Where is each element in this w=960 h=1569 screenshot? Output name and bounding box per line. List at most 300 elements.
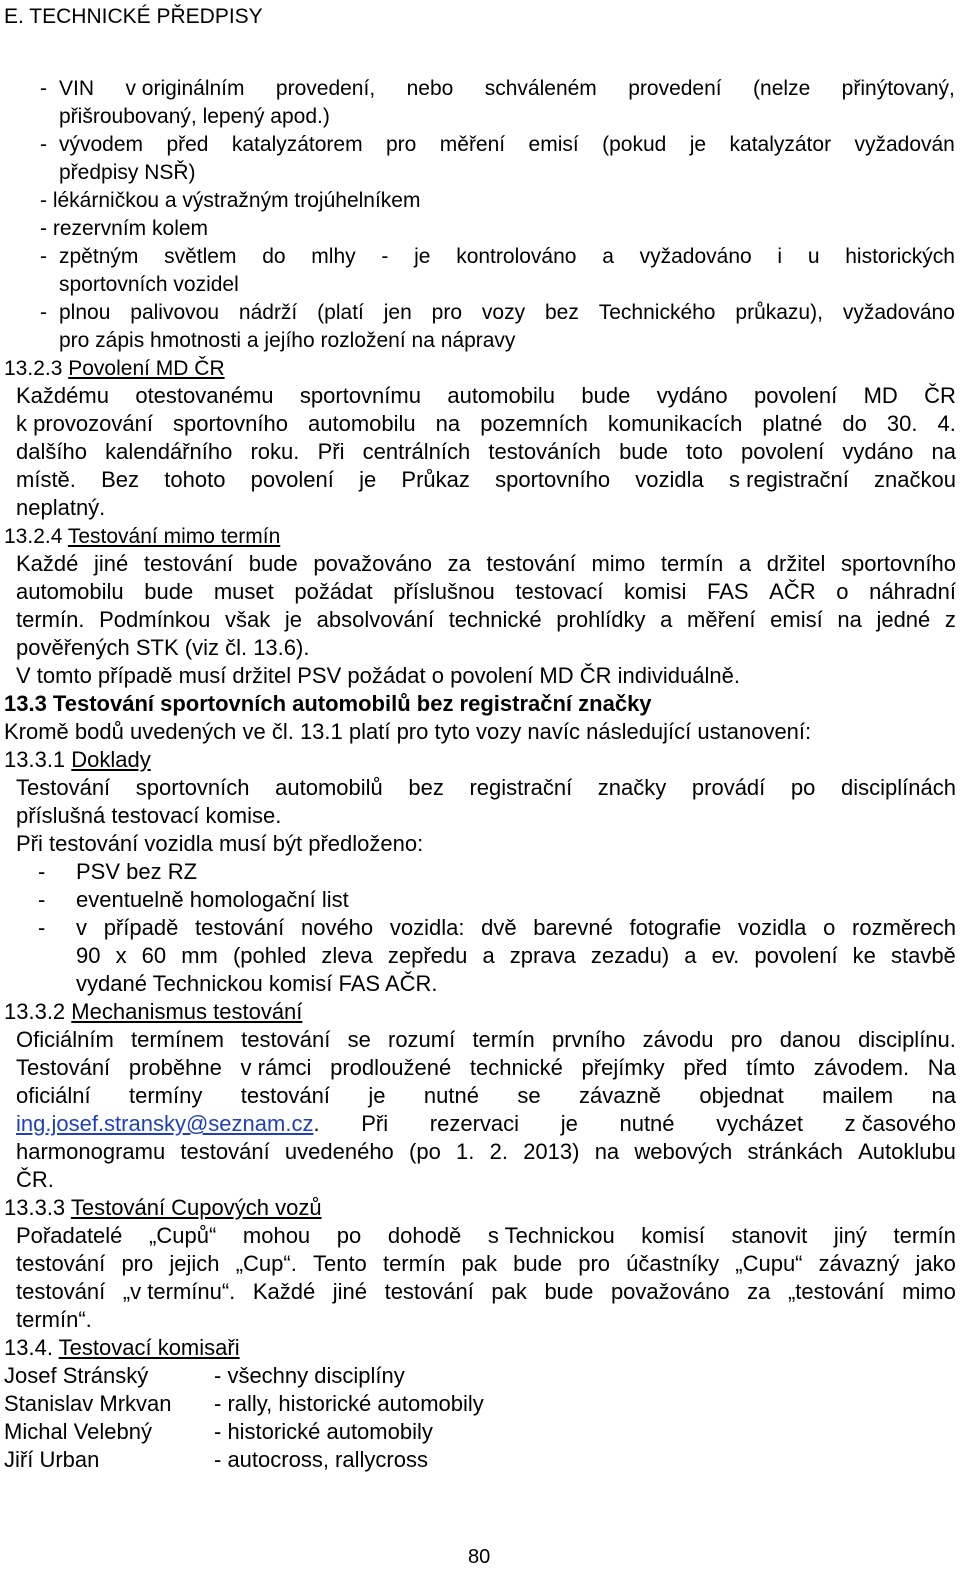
word: kalendářního xyxy=(105,439,233,464)
text-line xyxy=(16,1057,956,1079)
word: harmonogramu xyxy=(16,1139,166,1164)
word: vyžadován xyxy=(854,133,955,156)
word: uvedeného xyxy=(284,1139,394,1164)
word: na xyxy=(931,1083,956,1108)
word: termínem xyxy=(130,1027,224,1052)
word: je xyxy=(560,1111,578,1136)
word: schváleném xyxy=(484,77,597,100)
word: pro xyxy=(121,1251,154,1276)
word: vozidla xyxy=(635,467,704,492)
word: místě. xyxy=(16,467,76,492)
text-line xyxy=(16,777,956,799)
word: před xyxy=(683,1055,728,1080)
word: „v termínu“. xyxy=(122,1279,236,1304)
word: po xyxy=(336,1223,362,1248)
word: měření xyxy=(439,133,506,156)
word: mm xyxy=(181,943,218,968)
word: FAS xyxy=(706,579,749,604)
word: (pokud xyxy=(602,133,667,156)
word: bude xyxy=(144,579,194,604)
word: sportovních xyxy=(135,775,250,800)
word: automobilu xyxy=(16,579,124,604)
word: vyžadováno xyxy=(842,301,955,324)
word: termín xyxy=(472,1027,535,1052)
word: x xyxy=(115,943,127,968)
word: Technického xyxy=(598,301,716,324)
word: se xyxy=(517,1083,541,1108)
word: se xyxy=(347,1027,371,1052)
list-dash: - xyxy=(40,301,47,324)
section-heading xyxy=(4,358,225,379)
text-line: V tomto případě musí držitel PSV požádat o povolení MD ČR individuálně. xyxy=(16,663,740,688)
commissioner-name: Michal Velebný xyxy=(4,1419,152,1444)
list-dash: - xyxy=(40,245,47,268)
word: plnou xyxy=(59,301,111,324)
word: testování xyxy=(143,551,234,576)
word: jen xyxy=(383,301,412,324)
word: povolení xyxy=(250,467,334,492)
word: však xyxy=(225,607,271,632)
section-number: 13.4. xyxy=(4,1335,53,1360)
word: proběhne xyxy=(128,1055,222,1080)
section-title: Testování mimo termín xyxy=(67,525,281,548)
word: ke xyxy=(852,943,876,968)
text-line xyxy=(59,246,955,267)
word: toto xyxy=(686,439,723,464)
word: příslušnou xyxy=(393,579,495,604)
list-item: - lékárničkou a výstražným trojúhelníkem xyxy=(40,189,421,212)
word: vozy xyxy=(481,301,526,324)
word: automobilů xyxy=(275,775,383,800)
word: závazně xyxy=(579,1083,661,1108)
word: vývodem xyxy=(59,133,144,156)
word: 4. xyxy=(937,411,956,436)
word: a xyxy=(684,943,697,968)
list-dash: - xyxy=(40,133,47,156)
word: jedné xyxy=(876,607,931,632)
word: dalšího xyxy=(16,439,87,464)
text-line xyxy=(16,1029,956,1051)
list-item: PSV bez RZ xyxy=(76,859,198,884)
word: po xyxy=(790,775,816,800)
word: držitel xyxy=(766,551,826,576)
word: VIN xyxy=(59,77,95,100)
commissioner-name: Stanislav Mrkvan xyxy=(4,1391,172,1416)
word: katalyzátorem xyxy=(231,133,363,156)
word: muset xyxy=(213,579,274,604)
word: pozemních xyxy=(480,411,588,436)
section-number: 13.3.1 xyxy=(4,747,66,772)
word: jiné xyxy=(332,1279,368,1304)
word: termín. xyxy=(16,607,85,632)
word: pak xyxy=(461,1251,497,1276)
word: stránkách xyxy=(747,1139,843,1164)
word: oficiální xyxy=(16,1083,91,1108)
section-heading xyxy=(4,1197,322,1219)
word: „Cup“. xyxy=(235,1251,297,1276)
text-line: ČR. xyxy=(16,1167,54,1192)
word: stavbě xyxy=(890,943,956,968)
word: závazný xyxy=(818,1251,900,1276)
word: povolení xyxy=(754,943,838,968)
text-line xyxy=(16,1225,956,1247)
word: otestovanému xyxy=(135,383,274,408)
section-number: 13.2.4 xyxy=(4,525,63,548)
word: do xyxy=(842,411,867,436)
word: rezervaci xyxy=(429,1111,520,1136)
word: fotografie xyxy=(629,915,722,940)
word: je xyxy=(689,133,707,156)
word: k provozování xyxy=(16,411,153,436)
word: katalyzátor xyxy=(729,133,832,156)
word: 2. xyxy=(489,1139,508,1164)
word: sportovního xyxy=(841,551,956,576)
word: Tento xyxy=(312,1251,367,1276)
text-line xyxy=(16,1113,956,1135)
word: provedení, xyxy=(275,77,376,100)
commissioner-name: Josef Stránský xyxy=(4,1363,149,1388)
word: sportovního xyxy=(173,411,288,436)
word: závodem. xyxy=(813,1055,910,1080)
word: náhradní xyxy=(869,579,956,604)
text-line xyxy=(16,1281,956,1303)
word: v originálním xyxy=(125,77,245,100)
word: testování xyxy=(486,551,576,576)
list-dash: - xyxy=(38,887,46,912)
word: provedení xyxy=(628,77,722,100)
word: pak xyxy=(491,1279,527,1304)
word: 1. xyxy=(456,1139,475,1164)
word: světlem xyxy=(164,245,237,268)
text-line xyxy=(16,1085,956,1107)
word: bude xyxy=(581,383,631,408)
text-line xyxy=(59,302,955,323)
word: 90 xyxy=(76,943,101,968)
word: o xyxy=(836,579,849,604)
word: prvního xyxy=(551,1027,626,1052)
word: bude xyxy=(248,551,298,576)
word: „Cupu“ xyxy=(735,1251,803,1276)
email-link[interactable]: ing.josef.stransky@seznam.cz xyxy=(16,1111,314,1136)
word: disciplínách xyxy=(840,775,956,800)
text-line: Při testování vozidla musí být předloženo: xyxy=(16,831,424,856)
word: Podmínkou xyxy=(99,607,211,632)
word: Při xyxy=(317,439,345,464)
word: značky xyxy=(597,775,667,800)
word: bude xyxy=(544,1279,594,1304)
word: (nelze xyxy=(753,77,811,100)
word: nového xyxy=(300,915,374,940)
word: o xyxy=(823,915,836,940)
section-title: Testování Cupových vozů xyxy=(70,1195,322,1220)
word: automobilu xyxy=(308,411,416,436)
word: mohou xyxy=(242,1223,311,1248)
text-line xyxy=(59,134,955,155)
word: zleva xyxy=(321,943,373,968)
list-item: - rezervním kolem xyxy=(40,217,209,240)
text-line: příslušná testovací komise. xyxy=(16,803,282,828)
section-title: Doklady xyxy=(71,747,151,772)
word: ev. xyxy=(711,943,740,968)
word: technické xyxy=(448,607,542,632)
section-title: Testovací komisaři xyxy=(58,1335,240,1360)
page-number: 80 xyxy=(468,1546,491,1568)
commissioner-role: - rally, historické automobily xyxy=(214,1391,484,1416)
word: případě xyxy=(103,915,179,940)
word: pro xyxy=(386,133,417,156)
word: přinýtovaný, xyxy=(841,77,955,100)
word: danou xyxy=(779,1027,841,1052)
word: v xyxy=(76,915,87,940)
word: automobilu xyxy=(447,383,555,408)
word: nutné xyxy=(423,1083,479,1108)
word: značkou xyxy=(874,467,956,492)
word: zprava xyxy=(509,943,576,968)
word: centrálních xyxy=(362,439,471,464)
word: s registrační xyxy=(729,467,849,492)
word: ČR xyxy=(924,383,956,408)
word: absolvování xyxy=(316,607,435,632)
word: termíny xyxy=(128,1083,203,1108)
word: na xyxy=(931,439,956,464)
word: je xyxy=(368,1083,386,1108)
word: s Technickou xyxy=(487,1223,615,1248)
word: vozidla: xyxy=(389,915,465,940)
commissioner-role: - historické automobily xyxy=(214,1419,433,1444)
word: nutné xyxy=(619,1111,675,1136)
word: testování xyxy=(384,1279,474,1304)
word: na xyxy=(837,607,862,632)
word: stanovit xyxy=(731,1223,808,1248)
word: povolení xyxy=(754,383,838,408)
word: termín xyxy=(893,1223,956,1248)
text-line: předpisy NSŘ) xyxy=(59,161,196,184)
word: dohodě xyxy=(387,1223,462,1248)
text-line xyxy=(16,581,956,603)
word: zepředu xyxy=(387,943,468,968)
word: testování xyxy=(240,1083,331,1108)
word: prodloužené xyxy=(330,1055,452,1080)
word: testování xyxy=(16,1251,106,1276)
section-heading-bold: 13.3 Testování sportovních automobilů bez registrační značky xyxy=(4,691,652,716)
word: povolení xyxy=(741,439,825,464)
word: komisi xyxy=(624,579,687,604)
word: z xyxy=(944,607,956,632)
word: kontrolováno xyxy=(456,245,577,268)
list-dash: - xyxy=(40,77,47,100)
word: 2013) xyxy=(523,1139,580,1164)
word: bude xyxy=(619,439,669,464)
section-heading xyxy=(4,1001,302,1023)
word: emisí xyxy=(770,607,823,632)
word: termín xyxy=(382,1251,446,1276)
word: požádat xyxy=(294,579,373,604)
word: - xyxy=(381,245,389,268)
word: zpětným xyxy=(59,245,139,268)
word: jiný xyxy=(833,1223,867,1248)
text-line xyxy=(76,945,956,967)
word: prohlídky xyxy=(556,607,646,632)
word: i xyxy=(777,245,783,268)
word: na xyxy=(435,411,461,436)
word: jiné xyxy=(94,551,129,576)
commissioner-name: Jiří Urban xyxy=(4,1447,100,1472)
commissioner-role: - všechny disciplíny xyxy=(214,1363,405,1388)
word: sportovnímu xyxy=(299,383,421,408)
word: pro xyxy=(578,1251,611,1276)
section-heading xyxy=(4,749,151,771)
word: barevné xyxy=(533,915,613,940)
word: Autoklubu xyxy=(858,1139,956,1164)
word: testováních xyxy=(488,439,601,464)
word: je xyxy=(359,467,377,492)
word: mimo xyxy=(591,551,646,576)
section-number: 13.2.3 xyxy=(4,357,63,380)
word: je xyxy=(414,245,431,268)
word: bez xyxy=(408,775,444,800)
word: provádí xyxy=(691,775,766,800)
section-title: Mechanismus testování xyxy=(71,999,303,1024)
word: vydáno xyxy=(842,439,914,464)
word: testování xyxy=(180,1139,270,1164)
word: je xyxy=(284,607,303,632)
word: sportovního xyxy=(495,467,611,492)
word: považováno xyxy=(313,551,433,576)
word: rozměrech xyxy=(852,915,956,940)
word: nebo xyxy=(406,77,454,100)
word: a xyxy=(738,551,752,576)
list-item: eventuelně homologační list xyxy=(76,887,349,912)
word: měření xyxy=(687,607,756,632)
text-line xyxy=(16,553,956,575)
word: Průkaz xyxy=(401,467,470,492)
section-number: 13.3.3 xyxy=(4,1195,66,1220)
word: průkazu), xyxy=(735,301,823,324)
text-line: přišroubovaný, lepený apod.) xyxy=(59,105,330,128)
word: účastníky xyxy=(626,1251,720,1276)
word: před xyxy=(166,133,209,156)
word: v rámci xyxy=(240,1055,312,1080)
word: Každé xyxy=(252,1279,316,1304)
word: bez xyxy=(545,301,579,324)
word: za xyxy=(747,1279,771,1304)
word: vyžadováno xyxy=(639,245,752,268)
word: jako xyxy=(915,1251,956,1276)
word: technické xyxy=(469,1055,563,1080)
word: Na xyxy=(927,1055,956,1080)
word: mimo xyxy=(902,1279,956,1304)
list-dash: - xyxy=(38,859,46,884)
word: pro xyxy=(730,1027,763,1052)
word: AČR xyxy=(769,579,816,604)
word: (po xyxy=(409,1139,441,1164)
word: „Cupů“ xyxy=(149,1223,217,1248)
word: vycházet xyxy=(716,1111,804,1136)
word: Každé xyxy=(16,551,79,576)
text-line: Kromě bodů uvedených ve čl. 13.1 platí pro tyto vozy navíc následující ustanovení: xyxy=(4,719,812,744)
text-line xyxy=(16,441,956,463)
word: Oficiálním xyxy=(16,1027,114,1052)
word: disciplínu. xyxy=(858,1027,956,1052)
word: 60 xyxy=(141,943,167,968)
text-line: termín“. xyxy=(16,1307,92,1332)
word: za xyxy=(447,551,471,576)
text-line xyxy=(76,917,956,939)
word: registrační xyxy=(469,775,573,800)
word: zezadu) xyxy=(590,943,670,968)
word: dvě xyxy=(481,915,517,940)
word: roku. xyxy=(250,439,300,464)
word: rozumí xyxy=(388,1027,456,1052)
word: a xyxy=(660,607,673,632)
word: do xyxy=(262,245,286,268)
word: emisí xyxy=(528,133,579,156)
list-dash: - xyxy=(38,915,46,940)
text-line: sportovních vozidel xyxy=(59,273,239,296)
word: a xyxy=(602,245,614,268)
word: testování xyxy=(241,1027,331,1052)
word: z časového xyxy=(844,1111,956,1136)
text-line xyxy=(16,385,956,407)
word: a xyxy=(482,943,495,968)
word: komunikacích xyxy=(607,411,743,436)
section-title: Povolení MD ČR xyxy=(68,357,225,380)
word: webových xyxy=(634,1139,733,1164)
word: Testování xyxy=(16,775,111,800)
text-line: neplatný. xyxy=(16,495,106,520)
word: závodu xyxy=(642,1027,714,1052)
section-heading xyxy=(4,1337,240,1359)
word: Pořadatelé xyxy=(16,1223,123,1248)
word: vozidla xyxy=(737,915,807,940)
word: u xyxy=(807,245,820,268)
word: jejich xyxy=(169,1251,220,1276)
text-line xyxy=(16,609,956,631)
word: palivovou xyxy=(130,301,220,324)
word: nádrží xyxy=(238,301,298,324)
word: pro xyxy=(431,301,463,324)
section-heading xyxy=(4,526,280,547)
word: tímto xyxy=(746,1055,795,1080)
word: vydáno xyxy=(656,383,728,408)
word: platné xyxy=(762,411,823,436)
word: . xyxy=(313,1111,320,1136)
text-line xyxy=(16,413,956,435)
text-line: pro zápis hmotnosti a jejího rozložení na nápravy xyxy=(59,329,516,352)
word: mailem xyxy=(822,1083,894,1108)
commissioner-role: - autocross, rallycross xyxy=(214,1447,428,1472)
text-line xyxy=(16,1141,956,1163)
word: Testování xyxy=(16,1055,111,1080)
word: považováno xyxy=(610,1279,730,1304)
word: 30. xyxy=(886,411,918,436)
word: „testování xyxy=(787,1279,885,1304)
word: tohoto xyxy=(164,467,226,492)
text-line xyxy=(16,469,956,491)
word: historických xyxy=(845,245,955,268)
word: Každému xyxy=(16,383,109,408)
word: testování xyxy=(16,1279,106,1304)
word: přejímky xyxy=(581,1055,665,1080)
word: termín xyxy=(660,551,724,576)
word: testovací xyxy=(515,579,604,604)
text-line: pověřených STK (viz čl. 13.6). xyxy=(16,635,310,660)
word: bude xyxy=(513,1251,563,1276)
word: mlhy xyxy=(311,245,356,268)
word: MD xyxy=(863,383,898,408)
text-line xyxy=(16,1253,956,1275)
word: na xyxy=(594,1139,620,1164)
